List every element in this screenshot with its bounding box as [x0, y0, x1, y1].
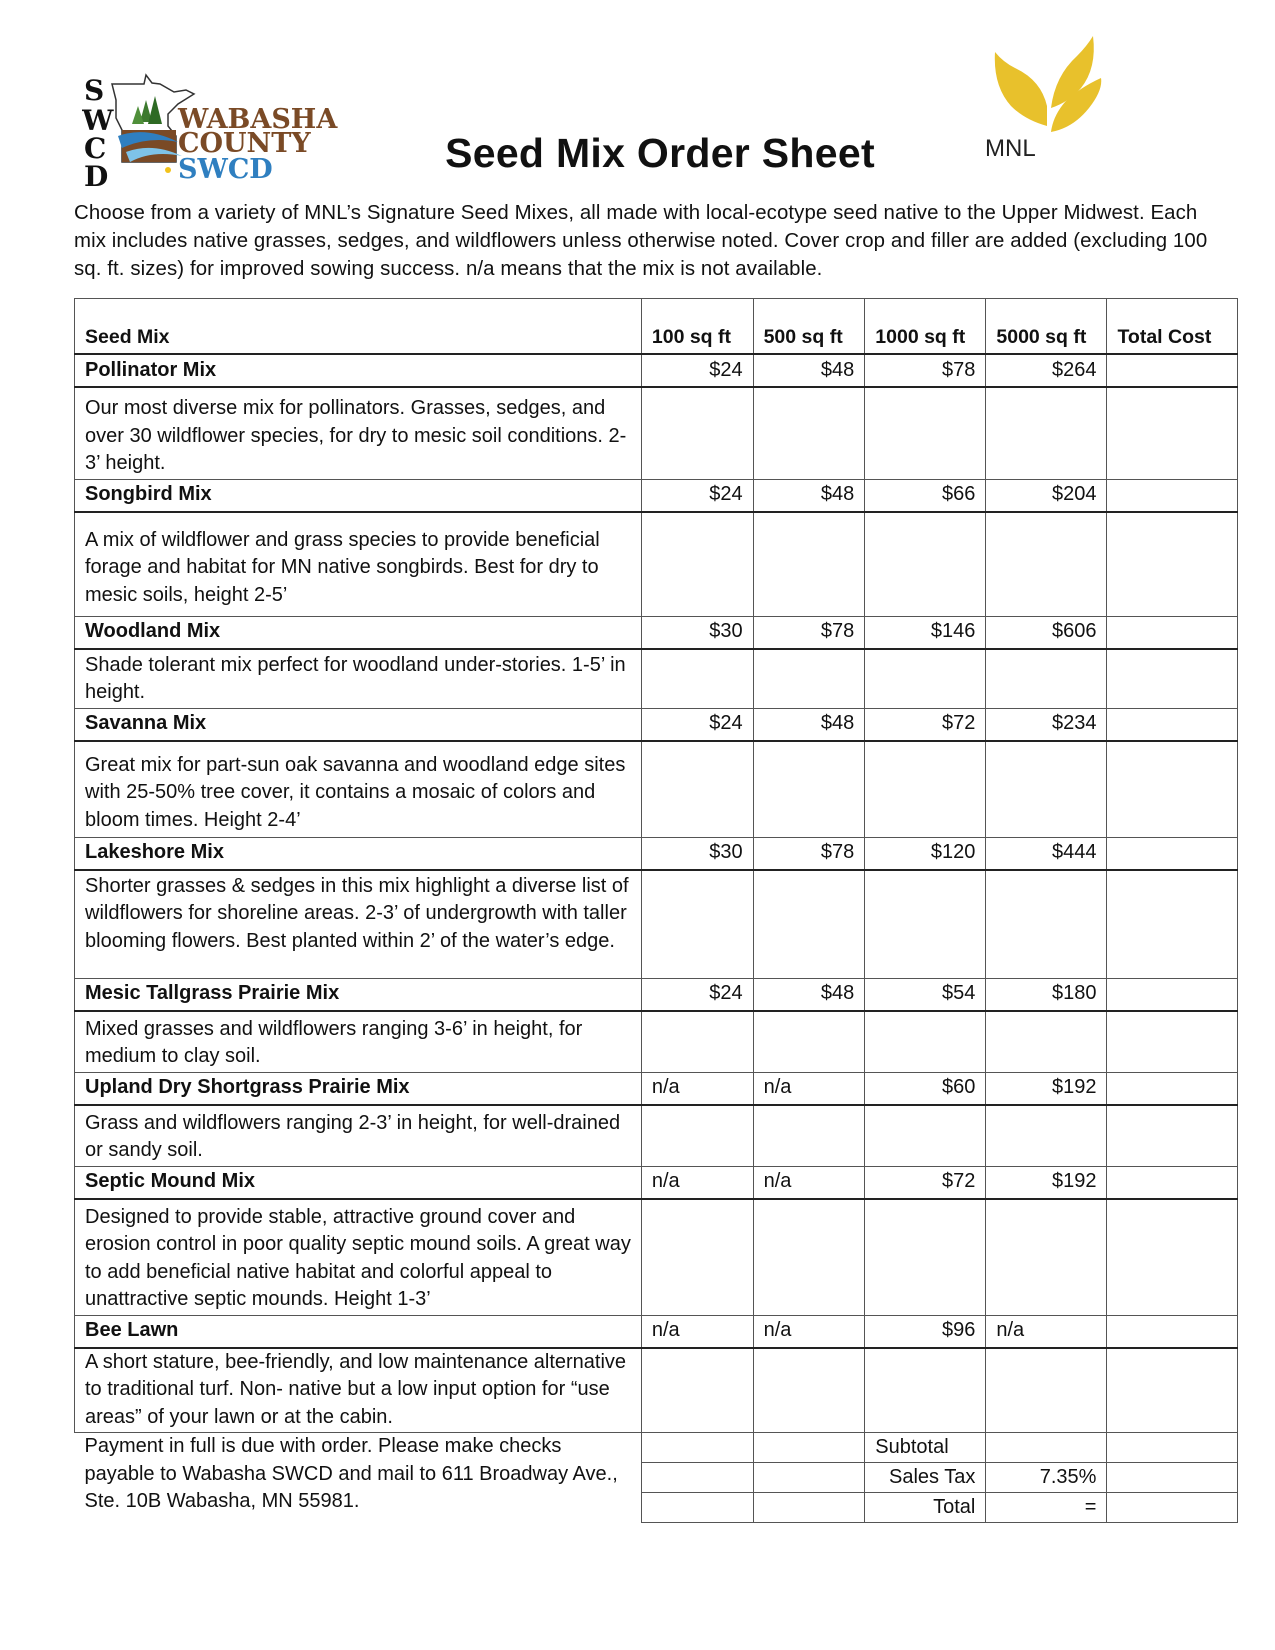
total-cost-cell[interactable]	[1107, 1315, 1238, 1348]
col-header-total-cost: Total Cost	[1107, 299, 1238, 355]
mix-description: Shorter grasses & sedges in this mix highlight a diverse list of wildflowers for shoreline areas. 2-3’ of undergrowth with taller blooming flowers. Best planted within 2’ of the water’s edge.	[75, 870, 642, 979]
quantity-100-cell[interactable]	[641, 741, 753, 838]
mix-description: A mix of wildflower and grass species to provide beneficial forage and habitat for MN native songbirds. Best for dry to mesic soils, height 2-5’	[75, 512, 642, 617]
total-cost-cell[interactable]	[1107, 1166, 1238, 1199]
price-100: $24	[641, 978, 753, 1011]
mix-name: Pollinator Mix	[75, 354, 642, 387]
mix-name: Songbird Mix	[75, 479, 642, 512]
mix-description-row	[75, 512, 1238, 617]
total-label: Total	[865, 1493, 986, 1523]
quantity-500-cell[interactable]	[753, 1199, 865, 1316]
total-cost-cell[interactable]	[1107, 1011, 1238, 1073]
mix-name: Septic Mound Mix	[75, 1166, 642, 1199]
quantity-100-cell[interactable]	[641, 1199, 753, 1316]
price-500: $78	[753, 616, 865, 649]
logo-initial-s: S	[84, 74, 105, 107]
price-500: n/a	[753, 1072, 865, 1105]
col-header-500: 500 sq ft	[753, 299, 865, 355]
quantity-100-cell[interactable]	[641, 387, 753, 479]
quantity-1000-cell[interactable]	[865, 512, 986, 617]
quantity-1000-cell[interactable]	[865, 1199, 986, 1316]
col-header-100: 100 sq ft	[641, 299, 753, 355]
price-100: n/a	[641, 1072, 753, 1105]
price-100: $30	[641, 837, 753, 870]
mix-row	[75, 708, 1238, 741]
price-1000: $78	[865, 354, 986, 387]
mix-description: Mixed grasses and wildflowers ranging 3-6’ in height, for medium to clay soil.	[75, 1011, 642, 1073]
price-100: $30	[641, 616, 753, 649]
total-cost-cell[interactable]	[1107, 479, 1238, 512]
footer-cell	[753, 1463, 865, 1493]
total-cost-cell[interactable]	[1107, 616, 1238, 649]
mix-description: Shade tolerant mix perfect for woodland under-stories. 1-5’ in height.	[75, 649, 642, 709]
grand-total-cell[interactable]	[1107, 1493, 1238, 1523]
mix-rows	[75, 354, 1238, 1523]
footer-cell	[753, 1493, 865, 1523]
mix-row	[75, 1166, 1238, 1199]
mix-row	[75, 1315, 1238, 1348]
price-1000: $146	[865, 616, 986, 649]
logo-initial-c: C	[84, 132, 107, 165]
col-header-1000: 1000 sq ft	[865, 299, 986, 355]
mix-name: Mesic Tallgrass Prairie Mix	[75, 978, 642, 1011]
wabasha-county-swcd-logo	[82, 70, 372, 190]
quantity-5000-cell[interactable]	[986, 512, 1107, 617]
col-header-seed-mix: Seed Mix	[75, 299, 642, 355]
price-100: n/a	[641, 1166, 753, 1199]
footer-cell	[641, 1493, 753, 1523]
mix-description-row	[75, 1199, 1238, 1316]
price-5000: $180	[986, 978, 1107, 1011]
price-500: $78	[753, 837, 865, 870]
quantity-5000-cell[interactable]	[986, 1348, 1107, 1433]
mix-name: Savanna Mix	[75, 708, 642, 741]
quantity-500-cell[interactable]	[753, 1011, 865, 1073]
quantity-1000-cell[interactable]	[865, 1348, 986, 1433]
total-equals: =	[986, 1493, 1107, 1523]
quantity-500-cell[interactable]	[753, 649, 865, 709]
quantity-100-cell[interactable]	[641, 1011, 753, 1073]
total-cost-cell[interactable]	[1107, 978, 1238, 1011]
quantity-500-cell[interactable]	[753, 1105, 865, 1167]
price-5000: $192	[986, 1166, 1107, 1199]
table-header-row	[75, 299, 1238, 355]
page-title: Seed Mix Order Sheet	[445, 130, 875, 176]
mix-row	[75, 616, 1238, 649]
quantity-5000-cell[interactable]	[986, 387, 1107, 479]
total-cost-cell[interactable]	[1107, 1072, 1238, 1105]
price-100: $24	[641, 354, 753, 387]
quantity-5000-cell[interactable]	[986, 1105, 1107, 1167]
quantity-5000-cell[interactable]	[986, 741, 1107, 838]
mix-description-row	[75, 870, 1238, 979]
quantity-1000-cell[interactable]	[865, 741, 986, 838]
mix-row	[75, 978, 1238, 1011]
quantity-1000-cell[interactable]	[865, 870, 986, 979]
logo-initial-w: W	[82, 104, 114, 137]
quantity-100-cell[interactable]	[641, 1348, 753, 1433]
mnl-logo-text: MNL	[985, 135, 1036, 162]
col-header-5000: 5000 sq ft	[986, 299, 1107, 355]
sales-tax-value: 7.35%	[986, 1463, 1107, 1493]
price-5000: $264	[986, 354, 1107, 387]
price-5000: n/a	[986, 1315, 1107, 1348]
quantity-500-cell[interactable]	[753, 1348, 865, 1433]
logo-org-line-3: SWCD	[178, 154, 273, 185]
subtotal-label: Subtotal	[865, 1433, 986, 1463]
total-cost-cell[interactable]	[1107, 741, 1238, 838]
mix-description-row	[75, 1348, 1238, 1433]
quantity-100-cell[interactable]	[641, 1105, 753, 1167]
quantity-1000-cell[interactable]	[865, 649, 986, 709]
sales-tax-label: Sales Tax	[865, 1463, 986, 1493]
price-500: $48	[753, 708, 865, 741]
mix-name: Bee Lawn	[75, 1315, 642, 1348]
mix-description: Great mix for part-sun oak savanna and woodland edge sites with 25-50% tree cover, it contains a mosaic of colors and bloom times. Height 2-4’	[75, 741, 642, 838]
footer-cell	[641, 1463, 753, 1493]
total-cost-cell[interactable]	[1107, 1348, 1238, 1433]
price-1000: $72	[865, 708, 986, 741]
quantity-5000-cell[interactable]	[986, 1011, 1107, 1073]
mix-description-row	[75, 741, 1238, 838]
quantity-500-cell[interactable]	[753, 512, 865, 617]
price-5000: $606	[986, 616, 1107, 649]
mix-row	[75, 479, 1238, 512]
mix-name: Upland Dry Shortgrass Prairie Mix	[75, 1072, 642, 1105]
quantity-100-cell[interactable]	[641, 870, 753, 979]
quantity-5000-cell[interactable]	[986, 1199, 1107, 1316]
quantity-500-cell[interactable]	[753, 870, 865, 979]
footer-cell	[641, 1433, 753, 1463]
price-1000: $54	[865, 978, 986, 1011]
mix-row	[75, 837, 1238, 870]
total-cost-cell[interactable]	[1107, 649, 1238, 709]
quantity-1000-cell[interactable]	[865, 387, 986, 479]
price-1000: $120	[865, 837, 986, 870]
quantity-500-cell[interactable]	[753, 741, 865, 838]
price-5000: $204	[986, 479, 1107, 512]
price-100: $24	[641, 479, 753, 512]
subtotal-total-cell[interactable]	[1107, 1433, 1238, 1463]
mix-description-row	[75, 387, 1238, 479]
mix-description: A short stature, bee-friendly, and low maintenance alternative to traditional turf. Non- native but a low input option for “use areas” of your lawn or at the cabin.	[75, 1348, 642, 1433]
mix-description-row	[75, 1105, 1238, 1167]
logo-initial-d: D	[84, 160, 109, 190]
quantity-1000-cell[interactable]	[865, 1011, 986, 1073]
total-cost-cell[interactable]	[1107, 1199, 1238, 1316]
mnl-logo	[985, 36, 1115, 176]
quantity-5000-cell[interactable]	[986, 870, 1107, 979]
quantity-100-cell[interactable]	[641, 649, 753, 709]
price-500: $48	[753, 354, 865, 387]
mix-description-row	[75, 1011, 1238, 1073]
footer-cell	[753, 1433, 865, 1463]
price-500: n/a	[753, 1315, 865, 1348]
price-1000: $72	[865, 1166, 986, 1199]
total-cost-cell[interactable]	[1107, 870, 1238, 979]
price-5000: $234	[986, 708, 1107, 741]
subtotal-row	[75, 1433, 1238, 1463]
mix-description: Our most diverse mix for pollinators. Grasses, sedges, and over 30 wildflower species, for dry to mesic soil conditions. 2-3’ height.	[75, 387, 642, 479]
total-cost-cell[interactable]	[1107, 354, 1238, 387]
price-500: n/a	[753, 1166, 865, 1199]
price-1000: $96	[865, 1315, 986, 1348]
mix-description: Designed to provide stable, attractive ground cover and erosion control in poor quality septic mound soils. A great way to add beneficial native habitat and colorful appeal to unattractive septic mounds. Height 1-3’	[75, 1199, 642, 1316]
mix-description: Grass and wildflowers ranging 2-3’ in height, for well-drained or sandy soil.	[75, 1105, 642, 1167]
mix-row	[75, 354, 1238, 387]
total-cost-cell[interactable]	[1107, 708, 1238, 741]
payment-note: Payment in full is due with order. Please make checks payable to Wabasha SWCD and mail to 611 Broadway Ave., Ste. 10B Wabasha, MN 55981.	[84, 1435, 618, 1512]
sales-tax-total-cell[interactable]	[1107, 1463, 1238, 1493]
quantity-1000-cell[interactable]	[865, 1105, 986, 1167]
mix-description-row	[75, 649, 1238, 709]
price-100: $24	[641, 708, 753, 741]
price-500: $48	[753, 978, 865, 1011]
total-cost-cell[interactable]	[1107, 512, 1238, 617]
mix-row	[75, 1072, 1238, 1105]
price-500: $48	[753, 479, 865, 512]
total-cost-cell[interactable]	[1107, 837, 1238, 870]
quantity-100-cell[interactable]	[641, 512, 753, 617]
mix-name: Lakeshore Mix	[75, 837, 642, 870]
logo-org-line-2: COUNTY	[178, 128, 311, 159]
quantity-5000-cell[interactable]	[986, 649, 1107, 709]
price-1000: $60	[865, 1072, 986, 1105]
total-cost-cell[interactable]	[1107, 1105, 1238, 1167]
logo-org-line-1: WABASHA	[178, 104, 338, 135]
seed-mix-order-table	[74, 298, 1238, 1523]
subtotal-value[interactable]	[986, 1433, 1107, 1463]
price-1000: $66	[865, 479, 986, 512]
price-5000: $192	[986, 1072, 1107, 1105]
price-100: n/a	[641, 1315, 753, 1348]
price-5000: $444	[986, 837, 1107, 870]
quantity-500-cell[interactable]	[753, 387, 865, 479]
total-cost-cell[interactable]	[1107, 387, 1238, 479]
mix-name: Woodland Mix	[75, 616, 642, 649]
intro-paragraph: Choose from a variety of MNL’s Signature Seed Mixes, all made with local-ecotype seed native to the Upper Midwest. Each mix includes native grasses, sedges, and wildflowers unless otherwise noted. Cover crop and filler are added (excluding 100 sq. ft. sizes) for improved sowing success. n/a means that the mix is not available.	[74, 202, 1208, 280]
